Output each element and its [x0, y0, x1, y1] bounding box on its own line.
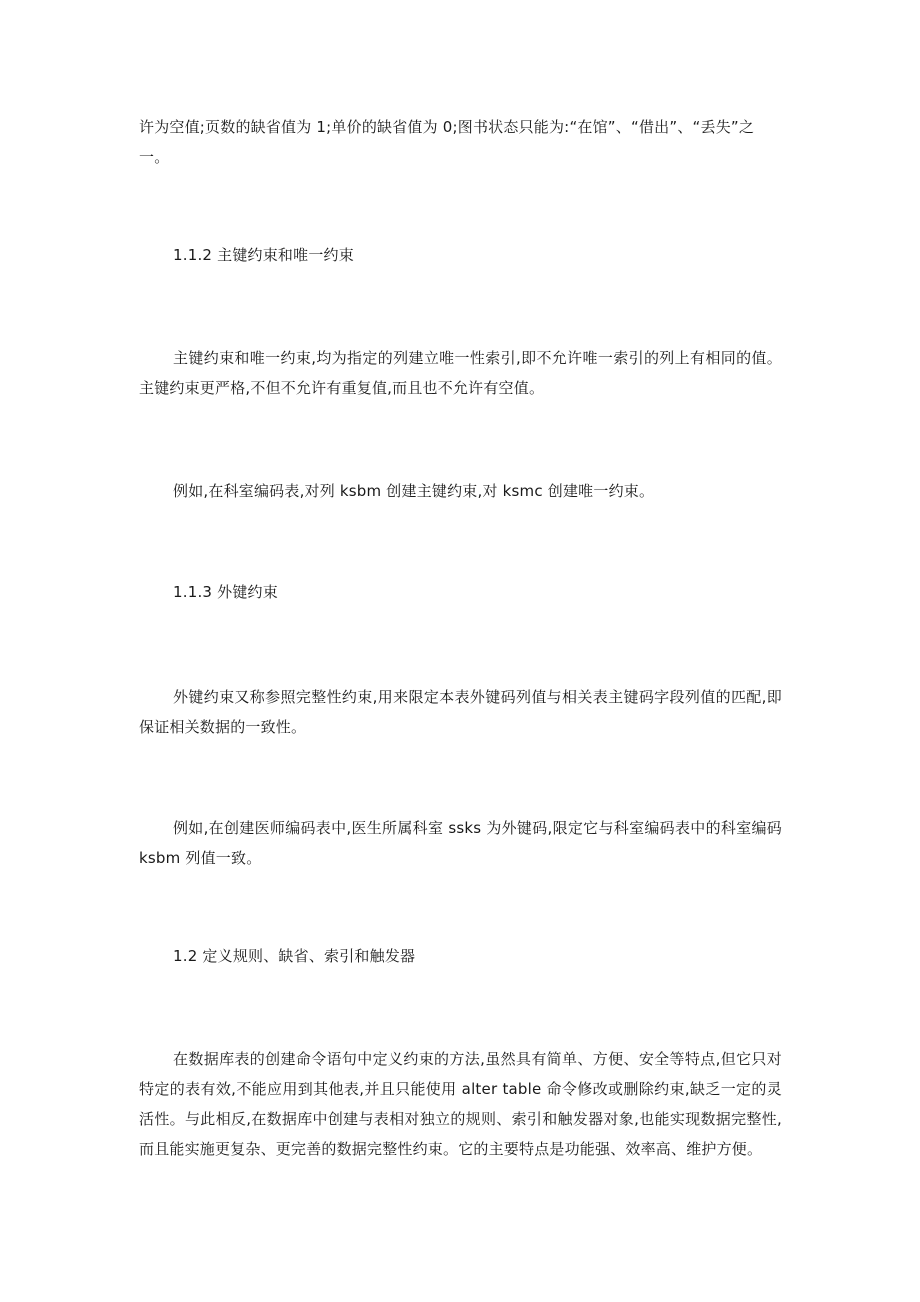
continuation-paragraph: 许为空值;页数的缺省值为 1;单价的缺省值为 0;图书状态只能为:“在馆”、“借出”、“丢失”之一。 — [139, 118, 755, 166]
section-heading-1-1-3: 1.1.3 外键约束 — [173, 583, 278, 601]
foreign-key-paragraph: 外键约束又称参照完整性约束,用来限定本表外键码列值与相关表主键码字段列值的匹配,即保证相关数据的一致性。 — [139, 688, 782, 736]
foreign-key-example-paragraph: 例如,在创建医师编码表中,医生所属科室 ssks 为外键码,限定它与科室编码表中的科室编码 ksbm 列值一致。 — [139, 819, 782, 867]
section-heading-1-1-2: 1.1.2 主键约束和唯一约束 — [173, 246, 354, 264]
primary-key-paragraph: 主键约束和唯一约束,均为指定的列建立唯一性索引,即不允许唯一索引的列上有相同的值。主键约束更严格,不但不允许有重复值,而且也不允许有空值。 — [139, 349, 782, 397]
section-heading-1-2: 1.2 定义规则、缺省、索引和触发器 — [173, 947, 416, 965]
rules-defaults-paragraph: 在数据库表的创建命令语句中定义约束的方法,虽然具有简单、方便、安全等特点,但它只对特定的表有效,不能应用到其他表,并且只能使用 alter table 命令修改或删除约束,缺乏一定的灵活性。与此相反,在数据库中创建与表相对独立的规则、索引和触发器对象,也能实现数据完整性,而且能实施更复杂、更完善的数据完整性约束。它的主要特点是功能强、效率高、维护方便。 — [139, 1050, 782, 1158]
primary-key-example-paragraph: 例如,在科室编码表,对列 ksbm 创建主键约束,对 ksmc 创建唯一约束。 — [173, 482, 655, 500]
